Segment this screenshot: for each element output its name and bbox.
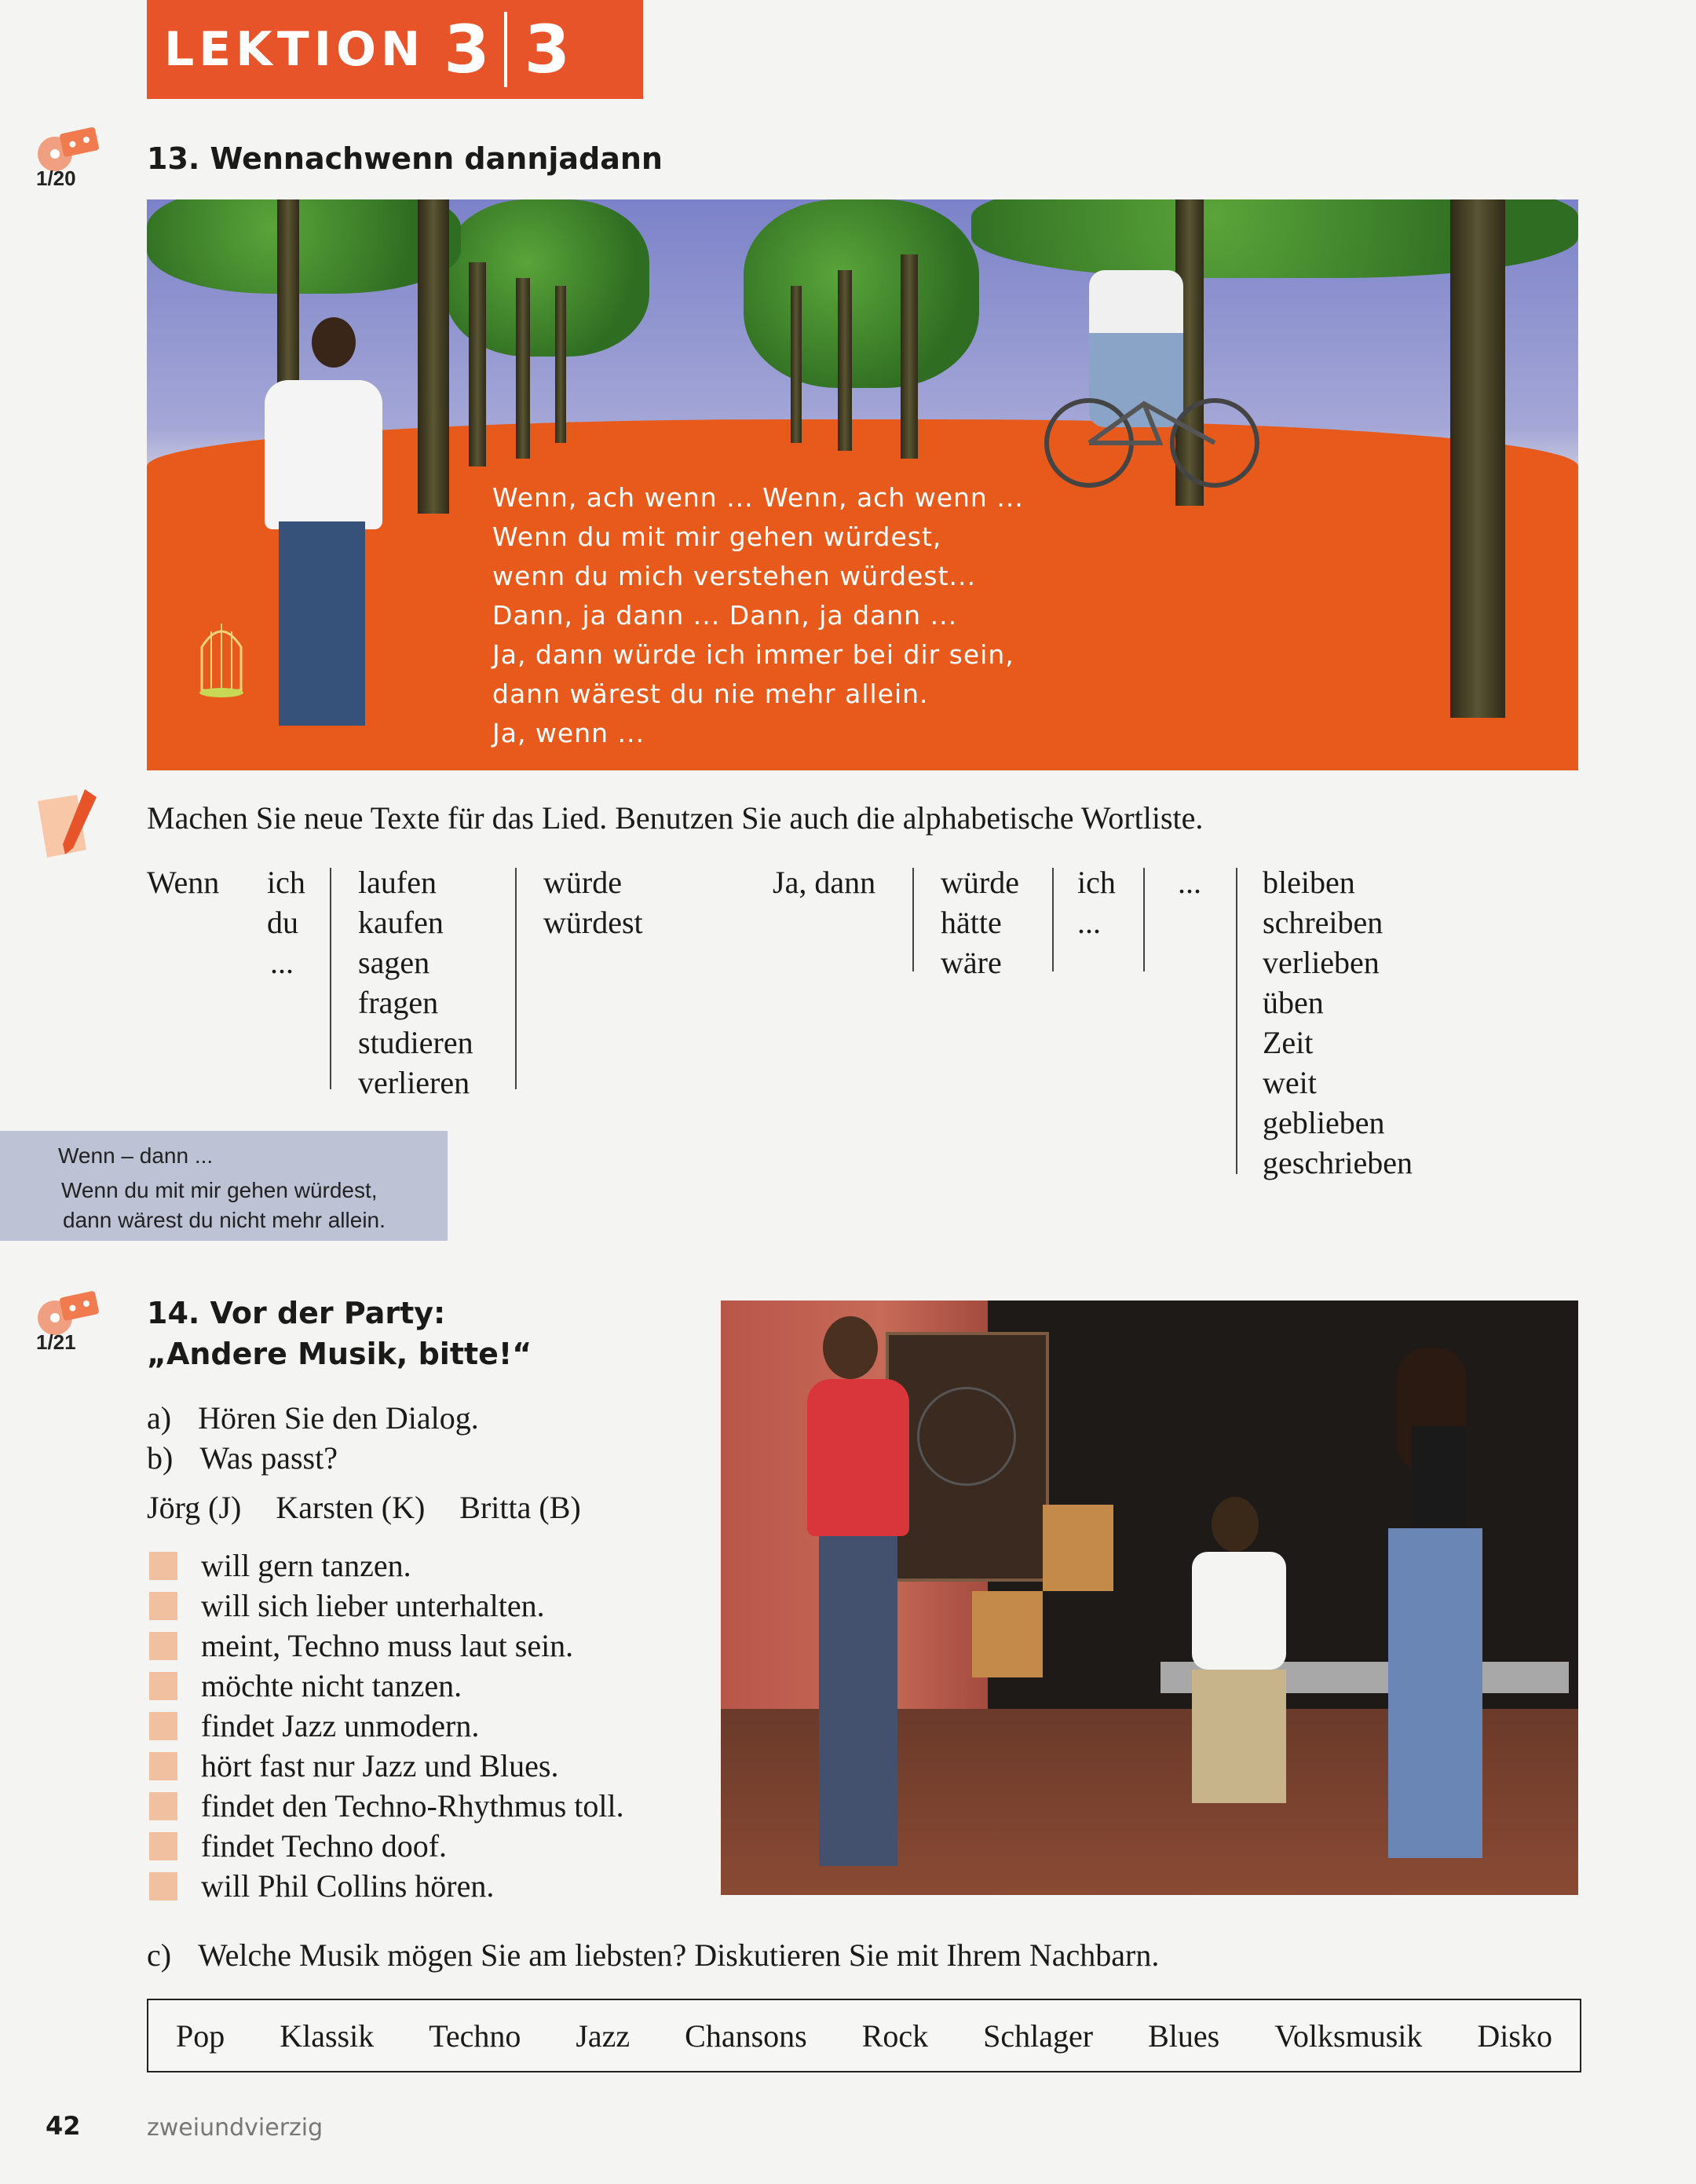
task-text: Hören Sie den Dialog. [198,1400,479,1436]
page-number-word: zweiundvierzig [147,2114,323,2142]
table-col-pronoun-2: ich ... [1077,865,1116,940]
tip-line: Wenn du mit mir gehen würdest, [61,1178,378,1202]
table-col-verbs: laufen kaufen sagen fragen studieren verlieren [358,865,473,1100]
answer-box[interactable] [149,1632,177,1660]
bicycle-icon [1042,357,1262,490]
birdcage-icon [194,616,249,702]
table-col-wenn: Wenn [147,865,220,900]
answer-box[interactable] [149,1872,177,1900]
table-col-ja-dann: Ja, dann [773,865,876,900]
music-genre-box [147,1999,1581,2072]
exercise-13-title: 13. Wennachwenn dannjadann [147,141,663,176]
song-lyrics [492,478,1024,753]
tip-heading: Wenn – dann ... [58,1143,214,1168]
genre-label: Volksmusik [1274,2018,1423,2054]
task-c [147,1937,1159,1974]
song-scene-image [147,199,1578,770]
lektion-number: 3 [444,11,490,88]
answer-box[interactable] [149,1552,177,1580]
task-text: Was passt? [199,1440,338,1476]
table-divider [330,868,331,1089]
lyric-line: Ja, dann würde ich immer bei dir sein, [492,639,1014,670]
answer-box[interactable] [149,1712,177,1740]
table-divider [912,868,914,971]
task-letter: c) [147,1937,172,1973]
genre-label: Klassik [280,2018,375,2054]
party-photo [721,1301,1578,1895]
exercise-14-tasks [147,1398,479,1478]
answer-box[interactable] [149,1672,177,1700]
lyric-line: wenn du mich verstehen würdest... [492,561,977,591]
task-text: Welche Musik mögen Sie am liebsten? Diskutieren Sie mit Ihrem Nachbarn. [198,1937,1160,1973]
lyric-line: Dann, ja dann ... Dann, ja dann ... [492,600,958,631]
statement-row: möchte nicht tanzen. [149,1666,624,1706]
genre-label: Disko [1477,2018,1552,2054]
cd-track-label: 1/21 [36,1330,76,1354]
table-divider [1052,868,1054,971]
genre-label: Jazz [576,2018,631,2054]
statement-row: hört fast nur Jazz und Blues. [149,1746,624,1786]
genre-label: Chansons [685,2018,807,2054]
answer-box[interactable] [149,1792,177,1820]
cd-track-label: 1/20 [36,166,76,190]
answer-box[interactable] [149,1752,177,1780]
genre-label: Schlager [983,2018,1094,2054]
table-col-konjunktiv: würde hätte wäre [941,865,1019,980]
cd-audio-icon [31,1288,101,1337]
page-number: 42 [46,2111,81,2141]
answer-box[interactable] [149,1592,177,1620]
cd-audio-icon [31,124,101,173]
table-col-pronoun: ich du ... [267,865,305,980]
statement-row: findet den Techno-Rhythmus toll. [149,1786,624,1826]
people-list [147,1489,581,1526]
person-label: Karsten (K) [276,1490,426,1525]
person-label: Britta (B) [459,1490,581,1525]
genre-label: Blues [1148,2018,1220,2054]
lektion-divider [504,12,507,87]
lyric-line: Wenn du mit mir gehen würdest, [492,521,942,552]
table-col-wuerde: würde würdest [543,865,643,940]
lyric-line: Wenn, ach wenn ... Wenn, ach wenn ... [492,482,1024,513]
answer-box[interactable] [149,1832,177,1860]
tip-line: dann wärest du nicht mehr allein. [63,1208,386,1232]
statement-row: will Phil Collins hören. [149,1866,624,1906]
statement-row: meint, Techno muss laut sein. [149,1626,624,1666]
grammar-tip-box [0,1131,448,1241]
genre-label: Pop [175,2018,225,2054]
person-label: Jörg (J) [147,1490,242,1525]
section-number: 3 [524,11,571,88]
exercise-13-instruction: Machen Sie neue Texte für das Lied. Benutzen Sie auch die alphabetische Wortliste. [147,800,1204,836]
genre-label: Rock [861,2018,929,2054]
statement-list [149,1546,624,1906]
genre-label: Techno [429,2018,521,2054]
table-divider [1143,868,1145,971]
statement-row: will sich lieber unterhalten. [149,1586,624,1626]
task-letter: a) [147,1400,172,1436]
table-col-rhymes: bleiben schreiben verlieben üben Zeit weit geblieben geschrieben [1263,865,1413,1180]
lektion-banner [147,0,643,99]
exercise-14-subtitle: „Andere Musik, bitte!“ [147,1337,532,1371]
lyric-line: Ja, wenn ... [492,718,645,748]
statement-row: findet Jazz unmodern. [149,1706,624,1746]
table-col-ellipsis: ... [1178,865,1201,900]
table-divider [1236,868,1237,1174]
table-divider [515,868,517,1089]
writing-pencil-icon [30,785,108,864]
exercise-14-title: 14. Vor der Party: [147,1296,446,1330]
statement-row: will gern tanzen. [149,1546,624,1586]
task-letter: b) [147,1440,174,1476]
statement-row: findet Techno doof. [149,1826,624,1866]
lektion-label: LEKTION [164,22,426,77]
lyric-line: dann wärest du nie mehr allein. [492,679,929,709]
